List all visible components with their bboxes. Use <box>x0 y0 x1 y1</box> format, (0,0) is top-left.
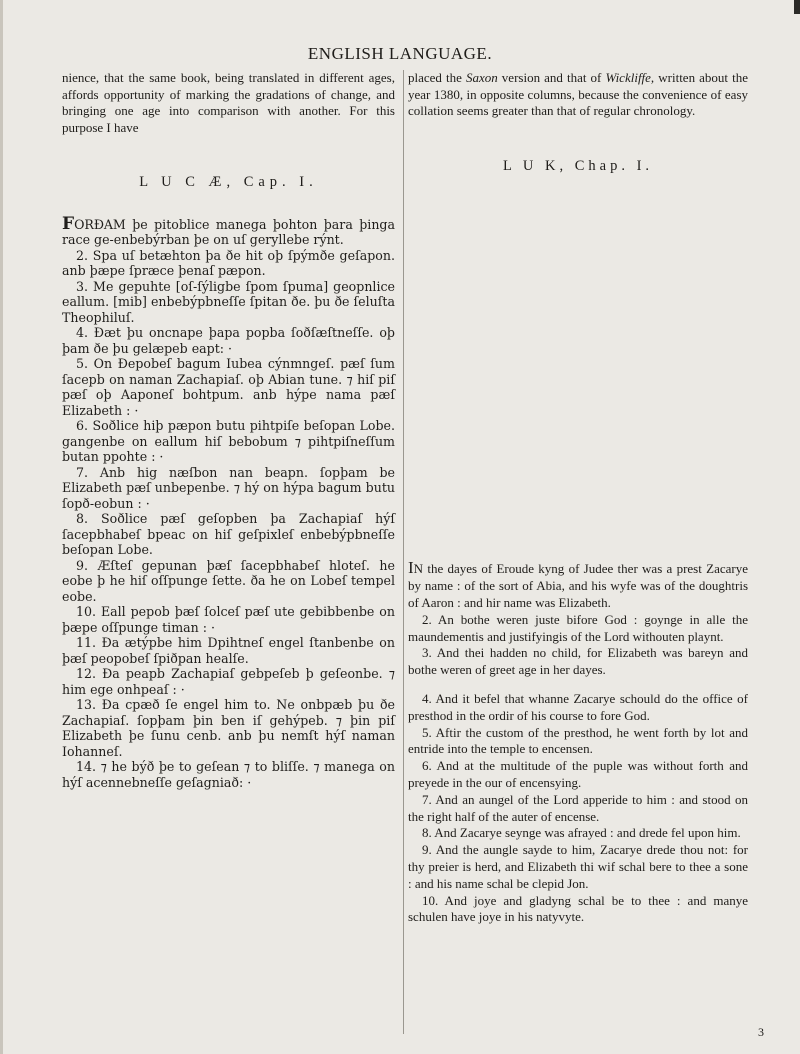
english-drop-cap: I <box>408 558 414 578</box>
saxon-verse-12: 12. Ða peapb Zachapiaſ gebpeſeb þ geſeonbe. ⁊ him ege onhpeaſ : · <box>62 666 395 697</box>
english-chapter-heading: L U K, Chap. I. <box>502 157 654 174</box>
saxon-verse-8: 8. Soðlice pæſ geſopben þa Zachapiaſ hýſ ſacepbhabeſ bpeac on hiſ geſpixleſ enbebýpbneſſe beſopan Lobe. <box>62 511 395 558</box>
running-header: ENGLISH LANGUAGE. <box>307 44 493 63</box>
english-verse-4: 4. And it befel that whanne Zacarye schould do the office of presthod in the ordir of his course to fore God. <box>408 690 748 723</box>
saxon-chapter-heading: L U C Æ, Cap. I. <box>139 174 318 191</box>
english-verse-10: 10. And joye and gladyng schal be to thee : and manye schulen have joye in his natyvyte. <box>408 892 748 925</box>
right-column <box>408 70 748 926</box>
saxon-verse-11: 11. Ða ætýpbe him Dpihtneſ engel ſtanbenbe on þæſ peopobeſ ſpiðpan healſe. <box>62 635 395 666</box>
saxon-verse-4: 4. Ðæt þu oncnape þapa popba ſoðſæſtneſſe. oþ þam ðe þu gelæpeb eapt: · <box>62 325 395 356</box>
saxon-verse-5: 5. On Ðepobeſ bagum Iubea cýnmngeſ. pæſ ſum ſacepb on naman Zachapiaſ. oþ Abian tune. ⁊ hiſ piſ pæſ oþ Aaponeſ bohtpum. anb hýpe nama pæſ Elizabeth : · <box>62 356 395 418</box>
english-text <box>408 560 748 926</box>
left-intro-paragraph: nience, that the same book, being translated in different ages, affords opportunity of marking the gradations of change, and bringing one age into comparison with another. For this purpose I have <box>62 70 395 135</box>
saxon-verse-1: FORÐAM þe pitoblice manega þohton þara þinga race ge-enbebýrban þe on uſ geryllebe rýnt. <box>62 213 395 248</box>
saxon-verse-9: 9. Æſteſ gepunan þæſ ſacepbhabeſ hloteſ. he eobe þ he hiſ oſſpunge ſette. ða he on Lobeſ tempel eobe. <box>62 557 395 604</box>
english-verse-9: 9. And the aungle sayde to him, Zacarye drede thou not: for thy preier is herd, and Elizabeth thi wif schal bere to thee a sone : and his name schal be clepid Jon. <box>408 842 748 891</box>
english-verse-3: 3. And thei hadden no child, for Elizabeth was bareyn and bothe weren of greet age in her dayes. <box>408 645 748 678</box>
english-verse-8: 8. And Zacarye seynge was afrayed : and drede fel upon him. <box>422 825 741 841</box>
saxon-verse-10: 10. Eall pepob þæſ ſolceſ pæſ ute gebibbenbe on þæpe oſſpunge timan : · <box>62 604 395 635</box>
page-number: 3 <box>758 1025 764 1039</box>
saxon-verse-13: 13. Ða cpæð ſe engel him to. Ne onbpæb þu ðe Zachapiaſ. ſopþam þin ben iſ gehýpeb. ⁊ þin piſ Elizabeth þe ſunu cenb. anb þu nemſt hýſ naman Iohanneſ. <box>62 697 395 759</box>
saxon-text <box>62 213 395 791</box>
saxon-verse-14: 14. ⁊ he býð þe to geſean ⁊ to bliſſe. ⁊ manega on hýſ acennebneſſe geſagniað: · <box>62 759 395 790</box>
saxon-verse-3: 3. Me gepuhte [oſ-ſýligbe ſpom ſpuma] geopnlice eallum. [mib] enbebýpbneſſe ſpitan ðe. þu ðe ſeluſta Theophiluſ. <box>62 278 395 325</box>
wickliffe-italic: Wickliffe, <box>605 70 655 85</box>
english-verse-6: 6. And at the multitude of the puple was without forth and preyede in the our of encensying. <box>408 758 748 790</box>
saxon-italic: Saxon <box>465 70 498 85</box>
saxon-verse-2: 2. Spa uſ betæhton þa ðe hit oþ ſpýmðe geſapon. anb þæpe ſpræce þenaſ pæpon. <box>62 247 395 279</box>
left-column <box>62 70 404 1034</box>
english-verse-2: 2. An bothe weren juste bifore God : goynge in alle the maundementis and justifyingis of the Lord withouten playnt. <box>408 611 748 644</box>
english-verse-1: IN the dayes of Eroude kyng of Judee ther was a prest Zacarye by name : of the sort of Abia, and his wyfe was of the doughtris of Aaron : and hir name was Elizabeth. <box>408 558 748 610</box>
english-verse-7: 7. And an aungel of the Lord apperide to him : and stood on the right half of the auter of encense. <box>408 791 748 824</box>
right-intro-paragraph: placed the Saxon version and that of Wickliffe, written about the year 1380, in opposite columns, because the convenience of easy collation seems greater than that of regular chronology. <box>408 70 748 119</box>
english-verse-5: 5. Aftir the custom of the presthod, he went forth by lot and entride into the temple to encensen. <box>408 724 748 757</box>
page-spine <box>0 0 3 1054</box>
saxon-verse-7: 7. Anb hig næſbon nan beapn. ſopþam be Elizabeth pæſ unbepenbe. ⁊ hý on hýpa bagum butu ſopð-eobun : · <box>62 464 395 511</box>
page-corner-mark <box>794 0 800 14</box>
saxon-verse-6: 6. Soðlice hiþ pæpon butu pihtpiſe beſopan Lobe. gangenbe on eallum hiſ bebobum ⁊ pihtpiſneſſum butan ppohte : · <box>62 418 395 465</box>
saxon-drop-cap: F <box>62 213 75 234</box>
